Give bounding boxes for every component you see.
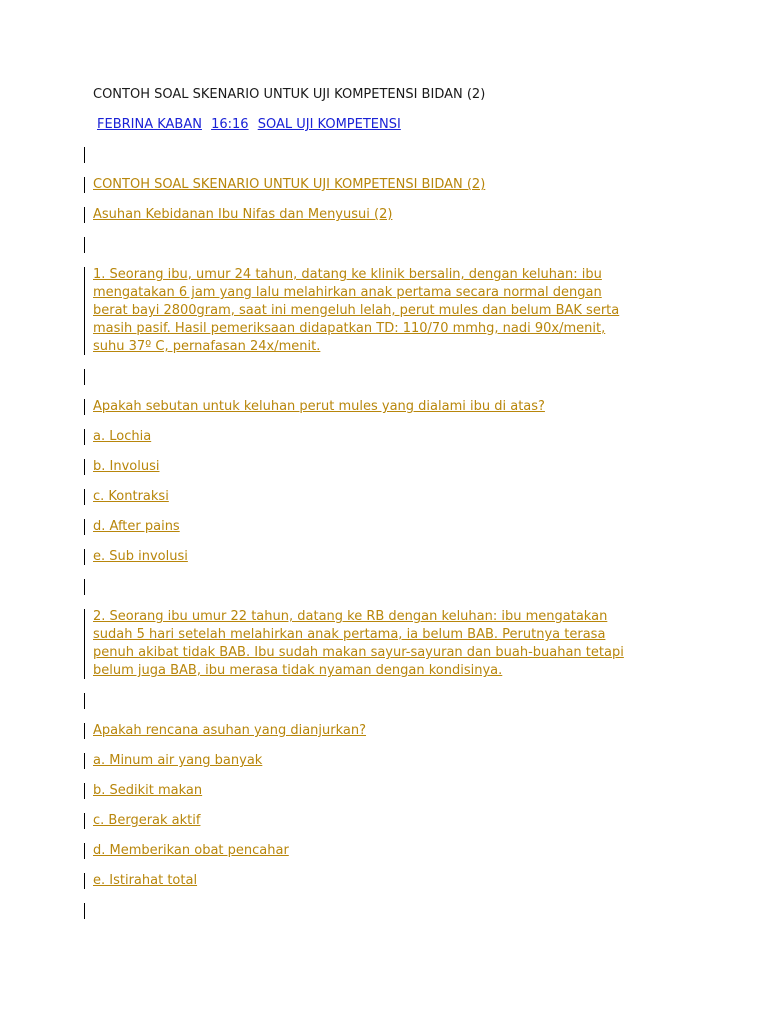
question-2-paragraph — [84, 608, 683, 680]
option-line — [84, 428, 693, 446]
option-line — [84, 842, 693, 860]
question-1-prompt[interactable]: Apakah sebutan untuk keluhan perut mules yang dialami ibu di atas? — [93, 399, 545, 414]
option-line — [84, 812, 693, 830]
question-1-paragraph — [84, 266, 683, 356]
option-line — [84, 548, 693, 566]
option-line — [84, 518, 693, 536]
page-title: CONTOH SOAL SKENARIO UNTUK UJI KOMPETENSI BIDAN (2) — [93, 87, 486, 102]
question-1-prompt-line — [84, 398, 693, 416]
question-1-line-2[interactable]: mengatakan 6 jam yang lalu melahirkan anak pertama secara normal dengan — [93, 285, 602, 300]
heading-link[interactable]: CONTOH SOAL SKENARIO UNTUK UJI KOMPETENSI BIDAN (2) — [93, 177, 486, 192]
option-line — [84, 458, 693, 476]
heading-line — [84, 176, 693, 194]
question-2-option-d[interactable]: d. Memberikan obat pencahar — [93, 843, 289, 858]
question-2-line-1[interactable]: 2. Seorang ibu umur 22 tahun, datang ke RB dengan keluhan: ibu mengatakan — [93, 609, 608, 624]
question-1-option-b[interactable]: b. Involusi — [93, 459, 160, 474]
question-1-option-d[interactable]: d. After pains — [93, 519, 180, 534]
question-2-option-a[interactable]: a. Minum air yang banyak — [93, 753, 263, 768]
question-1-line-3[interactable]: berat bayi 2800gram, saat ini mengeluh lelah, perut mules dan belum BAK serta — [93, 303, 620, 318]
question-2-line-3[interactable]: penuh akibat tidak BAB. Ibu sudah makan sayur-sayuran dan buah-buahan tetapi — [93, 645, 624, 660]
question-1-option-e[interactable]: e. Sub involusi — [93, 549, 188, 564]
question-2-prompt[interactable]: Apakah rencana asuhan yang dianjurkan? — [93, 723, 367, 738]
author-link[interactable]: FEBRINA KABAN — [97, 117, 202, 132]
post-meta — [97, 117, 406, 132]
option-line — [84, 782, 693, 800]
question-2-line-4[interactable]: belum juga BAB, ibu merasa tidak nyaman dengan kondisinya. — [93, 663, 503, 678]
question-2-prompt-line — [84, 722, 693, 740]
subheading-line — [84, 206, 693, 224]
question-2-option-b[interactable]: b. Sedikit makan — [93, 783, 203, 798]
question-2-option-e[interactable]: e. Istirahat total — [93, 873, 198, 888]
label-link[interactable]: SOAL UJI KOMPETENSI — [257, 117, 401, 132]
option-line — [84, 752, 693, 770]
question-1-line-1[interactable]: 1. Seorang ibu, umur 24 tahun, datang ke klinik bersalin, dengan keluhan: ibu — [93, 267, 602, 282]
option-line — [84, 488, 693, 506]
option-line — [84, 872, 693, 890]
subheading-link[interactable]: Asuhan Kebidanan Ibu Nifas dan Menyusui (2) — [93, 207, 393, 222]
question-1-line-4[interactable]: masih pasif. Hasil pemeriksaan didapatkan TD: 110/70 mmhg, nadi 90x/menit, — [93, 321, 606, 336]
question-1-line-5[interactable]: suhu 37º C, pernafasan 24x/menit. — [93, 339, 321, 354]
question-2-line-2[interactable]: sudah 5 hari setelah melahirkan anak pertama, ia belum BAB. Perutnya terasa — [93, 627, 606, 642]
question-2-option-c[interactable]: c. Bergerak aktif — [93, 813, 201, 828]
time-link[interactable]: 16:16 — [211, 117, 249, 132]
question-1-option-c[interactable]: c. Kontraksi — [93, 489, 169, 504]
question-1-option-a[interactable]: a. Lochia — [93, 429, 152, 444]
